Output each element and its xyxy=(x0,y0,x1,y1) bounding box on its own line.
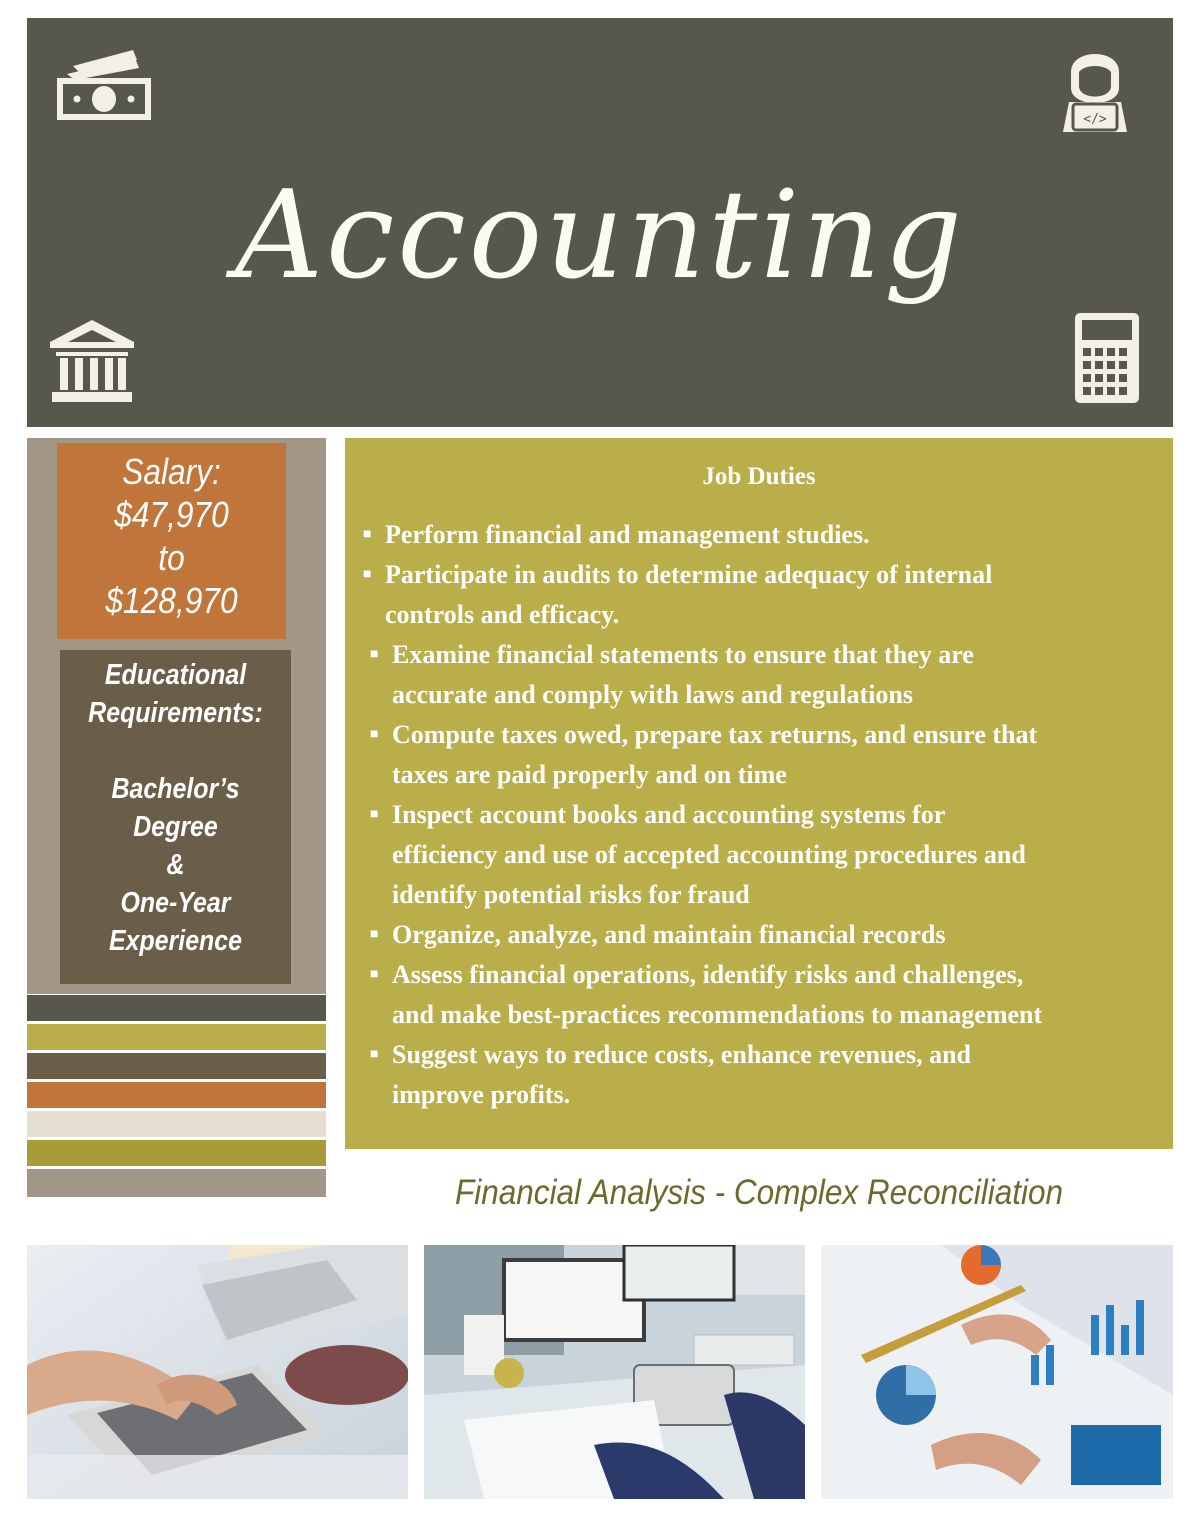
education-label-line2: Requirements: xyxy=(88,697,263,729)
tagline: Financial Analysis - Complex Reconciliation xyxy=(454,1173,1064,1212)
color-stripe xyxy=(27,1024,326,1050)
svg-text:</>: </> xyxy=(1083,112,1107,127)
programmer-icon xyxy=(1055,42,1135,134)
money-icon xyxy=(55,48,153,122)
duty-item: ■ Assess financial operations, identify risks and challenges, and make best-practices recommendations to management xyxy=(392,955,1042,1035)
salary-max: $128,970 xyxy=(105,580,238,621)
bullet-icon: ■ xyxy=(370,647,379,662)
duty-item: ■ Examine financial statements to ensure that they are accurate and comply with laws and regulations xyxy=(392,635,974,715)
salary-box xyxy=(57,443,286,639)
color-stripe xyxy=(27,995,326,1021)
page-title: Accounting xyxy=(234,164,966,306)
bullet-icon: ■ xyxy=(370,807,379,822)
calculator-photo xyxy=(27,1245,408,1499)
bullet-icon: ■ xyxy=(363,567,372,582)
experience-line1: One-Year xyxy=(120,887,231,919)
bullet-icon: ■ xyxy=(370,967,379,982)
color-stripe xyxy=(27,1169,326,1197)
salary-to: to xyxy=(158,537,185,578)
education-label-line1: Educational xyxy=(104,659,247,691)
duty-item: ■ Perform financial and management studies. xyxy=(385,515,870,555)
charts-photo xyxy=(821,1245,1173,1499)
salary-min: $47,970 xyxy=(114,494,229,535)
desk-photo xyxy=(424,1245,805,1499)
duty-item: ■ Compute taxes owed, prepare tax returns, and ensure that taxes are paid properly and on time xyxy=(392,715,1037,795)
education-box xyxy=(60,650,291,984)
bullet-icon: ■ xyxy=(363,527,372,542)
degree-line2: Degree xyxy=(133,811,218,843)
duty-item: ■ Participate in audits to determine adequacy of internal controls and efficacy. xyxy=(385,555,992,635)
color-stripe xyxy=(27,1111,326,1137)
duty-item: ■ Suggest ways to reduce costs, enhance revenues, and improve profits. xyxy=(392,1035,971,1115)
degree-amp: & xyxy=(166,849,185,881)
color-stripe xyxy=(27,1082,326,1108)
bullet-icon: ■ xyxy=(370,927,379,942)
salary-label: Salary: xyxy=(122,451,221,492)
degree-line1: Bachelor’s xyxy=(111,773,240,805)
duty-item: ■ Inspect account books and accounting systems for efficiency and use of accepted accounting procedures and identify potential risks for fraud xyxy=(392,795,1026,915)
bullet-icon: ■ xyxy=(370,1047,379,1062)
experience-line2: Experience xyxy=(108,925,243,957)
job-duties-title: Job Duties xyxy=(702,463,816,490)
calculator-icon xyxy=(1074,312,1140,404)
color-stripe xyxy=(27,1140,326,1166)
color-stripe xyxy=(27,1053,326,1079)
bank-icon xyxy=(48,318,136,404)
bullet-icon: ■ xyxy=(370,727,379,742)
duty-item: ■ Organize, analyze, and maintain financial records xyxy=(392,915,945,955)
